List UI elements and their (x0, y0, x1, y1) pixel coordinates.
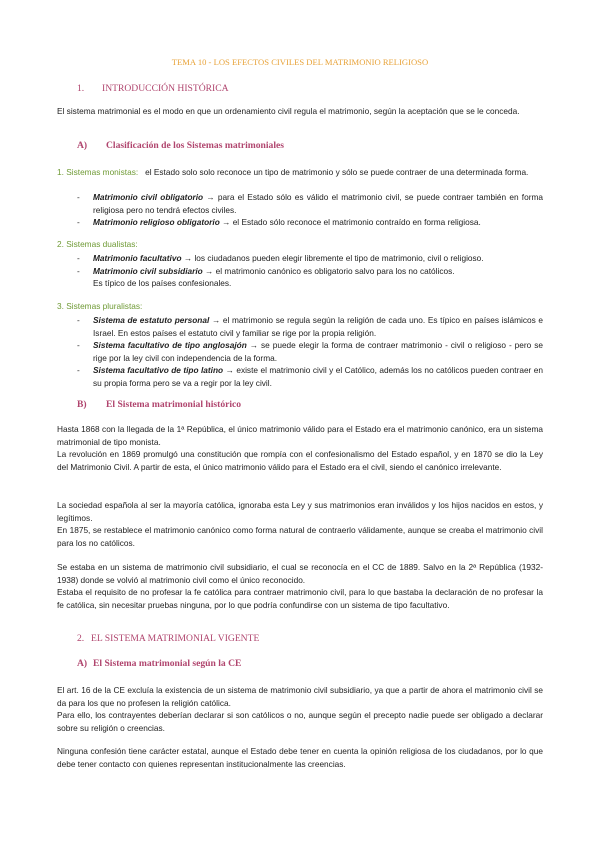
arrow-icon: → (249, 340, 259, 351)
item-term: Matrimonio civil obligatorio (93, 192, 204, 202)
monistas-label: Sistemas monistas: (66, 167, 139, 177)
monistas-number: 1. (57, 167, 64, 177)
arrow-icon: → (225, 365, 234, 376)
section-2-number: 2. (77, 633, 85, 644)
monistas-text: el Estado solo solo reconoce un tipo de matrimonio y sólo se puede contraer de una determinada forma. (145, 167, 529, 177)
arrow-icon: → (211, 315, 221, 325)
paragraph-text: Hasta 1868 con la llegada de la 1ª República, el único matrimonio válido para el Estado era el matrimonio canónico, era un sistema matrimonial de tipo monista. (57, 424, 543, 447)
item-term: Matrimonio facultativo (93, 253, 182, 263)
paragraph-text: Estaba el requisito de no profesar la fe católica para contraer matrimonio civil, para lo que bastaba la declaración de no profesar la fe católica, sin necesitar pruebas ninguna, por lo que podría confundirse con un sistema de tipo facultativo. (57, 587, 543, 610)
section-2a-label: A) (77, 658, 88, 669)
list-item (77, 265, 543, 278)
list-item (77, 252, 543, 265)
paragraph-text: Para ello, los contrayentes deberían declarar si son católicos o no, aunque según el precepto nadie puede ser obligado a declarar sobre su religión o creencias. (57, 710, 543, 733)
subsection-a-title: Clasificación de los Sistemas matrimoniales (106, 140, 285, 151)
paragraph-text: La revolución en 1869 promulgó una constitución que rompía con el confesionalismo del Estado español, y en 1870 se dio la Ley del Matrimonio Civil. A partir de esta, el único matrimonio válido para el Estado era el civil, siendo el canónico irrelevante. (57, 449, 543, 472)
subsection-b-label: B) (77, 399, 87, 410)
item-term: Sistema facultativo de tipo latino (93, 365, 224, 376)
item-term: Sistema de estatuto personal (93, 315, 210, 325)
monistas-list (77, 191, 543, 229)
dash-icon: - (77, 253, 80, 263)
item-text: el Estado sólo reconoce el matrimonio contraído en forma religiosa. (232, 217, 481, 228)
subsection-a-label: A) (77, 140, 88, 151)
item-text: los ciudadanos pueden elegir libremente el tipo de matrimonio, civil o religioso. (194, 253, 484, 263)
monistas-paragraph (57, 166, 543, 179)
list-item (77, 339, 543, 364)
arrow-icon: → (183, 253, 193, 263)
arrow-icon: → (222, 217, 231, 228)
dualistas-heading (57, 238, 543, 251)
item-text: el matrimonio canónico es obligatorio salvo para los no católicos. (215, 265, 455, 276)
intro-paragraph: El sistema matrimonial es el modo en que un ordenamiento civil regula el matrimonio, según la aceptación que se le conceda. (57, 106, 520, 116)
item-text: se puede elegir la forma de contraer matrimonio - civil o religioso - pero se rige por la ley civil con independencia de la forma. (93, 340, 544, 363)
item-text: existe el matrimonio civil y el Católico, además los no católicos pueden contraer en su propia forma pero se va a regir por la ley civil. (93, 365, 543, 388)
list-item (77, 216, 543, 229)
page-title: TEMA 10 - LOS EFECTOS CIVILES DEL MATRIMONIO RELIGIOSO (171, 57, 429, 67)
list-item (77, 314, 543, 339)
subsection-b-title: El Sistema matrimonial histórico (106, 399, 242, 410)
historical-paragraph-2 (57, 499, 543, 549)
arrow-icon: → (206, 192, 215, 202)
subsection-b-heading (77, 399, 241, 410)
list-item (77, 364, 543, 389)
dualistas-list (77, 252, 543, 290)
paragraph-text: En 1875, se restablece el matrimonio canónico como forma natural de contraerlo válidamente, aunque se creaba el matrimonio civil para los no católicos. (57, 525, 543, 548)
historical-paragraph-3 (57, 561, 543, 611)
section-2-title: EL SISTEMA MATRIMONIAL VIGENTE (91, 633, 260, 644)
item-term: Matrimonio religioso obligatorio (93, 217, 220, 228)
item-text: para el Estado sólo es válido el matrimonio civil, se puede contraer también en forma religiosa pero no tendrá efectos civiles. (93, 192, 543, 215)
pluralistas-heading (57, 300, 543, 313)
arrow-icon: → (205, 265, 214, 276)
dash-icon: - (77, 265, 80, 276)
section-1-title: INTRODUCCIÓN HISTÓRICA (102, 83, 229, 94)
historical-paragraph-1 (57, 423, 543, 473)
pluralistas-number: 3. (57, 301, 64, 311)
paragraph-text: El art. 16 de la CE excluía la existencia de un sistema de matrimonio civil subsidiario, ya que a partir de ahora el matrimonio civil se da para los que no profesen la religión católica. (57, 685, 543, 708)
ce-paragraph-2: Ninguna confesión tiene carácter estatal, aunque el Estado debe tener en cuenta la opinión religiosa de los ciudadanos, por lo que debe tener contacto con quienes representan institucionalmente las creencias. (57, 746, 543, 769)
section-2a-title: El Sistema matrimonial según la CE (93, 658, 242, 669)
dualistas-note: Es típico de los países confesionales. (93, 278, 232, 289)
dash-icon: - (77, 217, 80, 228)
dualistas-label: Sistemas dualistas: (66, 239, 138, 249)
section-2-heading (77, 633, 259, 644)
ce-paragraph-1 (57, 684, 543, 734)
section-1-heading (77, 83, 229, 94)
item-term: Matrimonio civil subsidiario (93, 265, 203, 276)
pluralistas-list (77, 314, 543, 390)
section-2a-heading (77, 658, 241, 669)
section-1-number: 1. (77, 83, 85, 94)
pluralistas-label: Sistemas pluralistas: (66, 301, 143, 311)
list-item (77, 191, 543, 216)
dualistas-number: 2. (57, 239, 64, 249)
paragraph-text: Se estaba en un sistema de matrimonio civil subsidiario, el cual se reconocía en el CC de 1889. Salvo en la 2ª República (1932-1938) donde se volvió al matrimonio civil como el único reconocido. (57, 562, 543, 585)
subsection-a-heading (77, 140, 284, 151)
dash-icon: - (77, 340, 80, 351)
dash-icon: - (77, 192, 80, 202)
dash-icon: - (77, 365, 80, 376)
dash-icon: - (77, 315, 80, 325)
paragraph-text: La sociedad española al ser la mayoría católica, ignoraba esta Ley y sus matrimonios eran inválidos y los hijos nacidos en estos, y legítimos. (57, 500, 543, 523)
item-text: el matrimonio se regula según la religión de cada uno. Es típico en países islámicos e Israel. En estos países el estatuto civil y familiar se rige por la propia religión. (93, 315, 543, 338)
item-term: Sistema facultativo de tipo anglosajón (93, 340, 247, 351)
